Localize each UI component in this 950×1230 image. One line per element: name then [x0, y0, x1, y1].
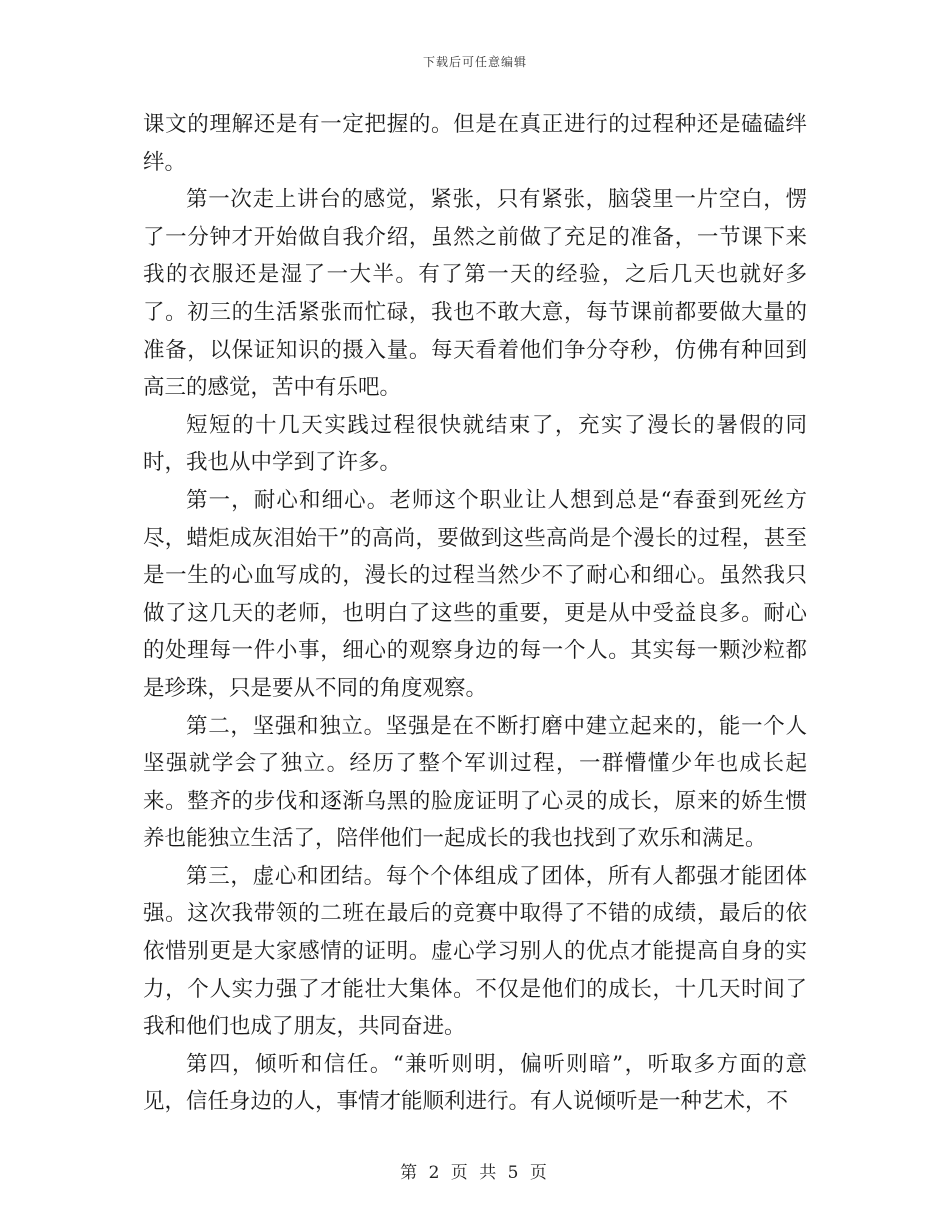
paragraph-point-two: 第二，坚强和独立。坚强是在不断打磨中建立起来的，能一个人坚强就学会了独立。经历了整个军训过程，一群懵懂少年也成长起来。整齐的步伐和逐渐乌黑的脸庞证明了心灵的成长，原来的娇生惯养也能独立生活了，陪伴他们一起成长的我也找到了欢乐和满足。 [143, 713, 807, 852]
paragraph-point-one: 第一，耐心和细心。老师这个职业让人想到总是“春蚕到死丝方尽，蜡炬成灰泪始干”的高尚，要做到这些高尚是个漫长的过程，甚至是一生的心血写成的，漫长的过程当然少不了耐心和细心。虽然我只做了这几天的老师，也明白了这些的重要，更是从中受益良多。耐心的处理每一件小事，细心的观察身边的每一个人。其实每一颗沙粒都是珍珠，只是要从不同的角度观察。 [143, 487, 807, 701]
page-header: 下载后可任意编辑 [422, 55, 527, 69]
paragraph-point-four: 第四，倾听和信任。“兼听则明，偏听则暗”，听取多方面的意见，信任身边的人，事情才能顺利进行。有人说倾听是一种艺术，不 [143, 1051, 807, 1115]
paragraph-continuation: 课文的理解还是有一定把握的。但是在真正进行的过程种还是磕磕绊绊。 [143, 112, 807, 175]
paragraph-point-three: 第三，虚心和团结。每个个体组成了团体，所有人都强才能团体强。这次我带领的二班在最后的竞赛中取得了不错的成绩，最后的依依惜别更是大家感情的证明。虚心学习别人的优点才能提高自身的实力，个人实力强了才能壮大集体。不仅是他们的成长，十几天时间了我和他们也成了朋友，共同奋进。 [143, 863, 807, 1040]
page-number-footer: 第 2 页 共 5 页 [400, 1163, 550, 1183]
document-body [143, 106, 807, 1121]
paragraph-summary: 短短的十几天实践过程很快就结束了，充实了漫长的暑假的同时，我也从中学到了许多。 [143, 412, 807, 476]
paragraph-first-lecture: 第一次走上讲台的感觉，紧张，只有紧张，脑袋里一片空白，愣了一分钟才开始做自我介绍，虽然之前做了充足的准备，一节课下来我的衣服还是湿了一大半。有了第一天的经验，之后几天也就好多了。初三的生活紧张而忙碌，我也不敢大意，每节课前都要做大量的准备，以保证知识的摄入量。每天看着他们争分夺秒，仿佛有种回到高三的感觉，苦中有乐吧。 [143, 187, 807, 401]
